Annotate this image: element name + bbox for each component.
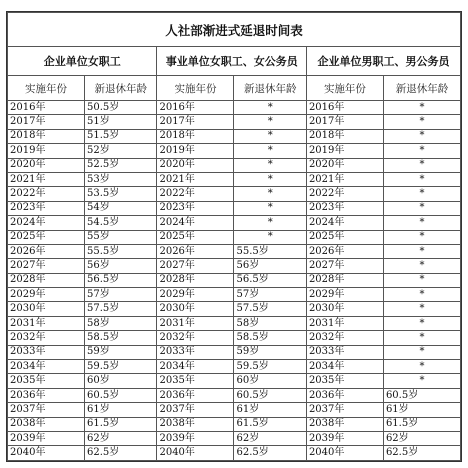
- year-cell: 2033年: [8, 345, 85, 359]
- retirement-age-cell: *: [383, 216, 460, 230]
- retirement-age-cell: *: [383, 172, 460, 186]
- group-header-public-female: 事业单位女职工、女公务员: [157, 47, 306, 76]
- retirement-age-cell: 61.5岁: [85, 417, 157, 431]
- retirement-age-cell: *: [383, 101, 460, 115]
- retirement-age-cell: 56.5岁: [85, 273, 157, 287]
- year-cell: 2027年: [8, 259, 85, 273]
- table-row: [8, 216, 461, 230]
- year-cell: 2026年: [8, 244, 85, 258]
- year-cell: 2036年: [8, 388, 85, 402]
- retirement-age-cell: 57.5岁: [85, 302, 157, 316]
- year-cell: 2020年: [157, 158, 234, 172]
- retirement-age-cell: *: [383, 144, 460, 158]
- table-body: [8, 101, 461, 461]
- year-cell: 2032年: [306, 331, 383, 345]
- retirement-age-cell: *: [383, 331, 460, 345]
- retirement-age-cell: 59岁: [234, 345, 306, 359]
- retirement-age-cell: 61.5岁: [383, 417, 460, 431]
- retirement-age-cell: 52岁: [85, 144, 157, 158]
- retirement-age-cell: 56岁: [85, 259, 157, 273]
- year-cell: 2035年: [157, 374, 234, 388]
- table-row: [8, 201, 461, 215]
- year-cell: 2033年: [306, 345, 383, 359]
- table-row: [8, 101, 461, 115]
- column-header-year: 实施年份: [306, 76, 383, 101]
- year-cell: 2040年: [8, 446, 85, 461]
- column-header-age: 新退休年龄: [383, 76, 460, 101]
- year-cell: 2035年: [8, 374, 85, 388]
- table-row: [8, 388, 461, 402]
- year-cell: 2034年: [306, 360, 383, 374]
- retirement-age-cell: 52.5岁: [85, 158, 157, 172]
- year-cell: 2016年: [157, 101, 234, 115]
- retirement-age-cell: *: [383, 115, 460, 129]
- year-cell: 2022年: [306, 187, 383, 201]
- retirement-age-cell: *: [383, 345, 460, 359]
- year-cell: 2032年: [157, 331, 234, 345]
- retirement-age-cell: *: [234, 187, 306, 201]
- year-cell: 2017年: [306, 115, 383, 129]
- year-cell: 2023年: [306, 201, 383, 215]
- retirement-age-cell: 54.5岁: [85, 216, 157, 230]
- year-cell: 2039年: [157, 431, 234, 445]
- table-row: [8, 244, 461, 258]
- retirement-age-cell: *: [234, 158, 306, 172]
- retirement-age-cell: 51岁: [85, 115, 157, 129]
- group-header-enterprise-female: 企业单位女职工: [8, 47, 157, 76]
- table-row: [8, 431, 461, 445]
- table-row: [8, 360, 461, 374]
- year-cell: 2039年: [306, 431, 383, 445]
- retirement-age-cell: 61.5岁: [234, 417, 306, 431]
- year-cell: 2031年: [306, 316, 383, 330]
- year-cell: 2022年: [8, 187, 85, 201]
- table-row: [8, 172, 461, 186]
- retirement-age-cell: 62.5岁: [234, 446, 306, 461]
- year-cell: 2036年: [157, 388, 234, 402]
- year-cell: 2030年: [157, 302, 234, 316]
- retirement-age-cell: 55.5岁: [85, 244, 157, 258]
- year-cell: 2027年: [157, 259, 234, 273]
- year-cell: 2017年: [157, 115, 234, 129]
- table-row: [8, 129, 461, 143]
- retirement-age-cell: *: [234, 216, 306, 230]
- retirement-age-cell: 60.5岁: [383, 388, 460, 402]
- retirement-age-cell: 61岁: [85, 403, 157, 417]
- year-cell: 2031年: [8, 316, 85, 330]
- column-header-year: 实施年份: [157, 76, 234, 101]
- table-row: [8, 230, 461, 244]
- retirement-age-cell: *: [383, 187, 460, 201]
- retirement-age-cell: *: [234, 115, 306, 129]
- year-cell: 2036年: [306, 388, 383, 402]
- year-cell: 2022年: [157, 187, 234, 201]
- year-cell: 2019年: [306, 144, 383, 158]
- table-row: [8, 446, 461, 461]
- table-row: [8, 302, 461, 316]
- year-cell: 2019年: [157, 144, 234, 158]
- retirement-schedule-table: [7, 12, 461, 461]
- year-cell: 2021年: [306, 172, 383, 186]
- year-cell: 2037年: [8, 403, 85, 417]
- retirement-age-cell: *: [383, 230, 460, 244]
- retirement-age-cell: 61岁: [234, 403, 306, 417]
- year-cell: 2016年: [306, 101, 383, 115]
- retirement-age-cell: 53岁: [85, 172, 157, 186]
- retirement-age-cell: *: [234, 201, 306, 215]
- table-title: 人社部渐进式延退时间表: [8, 13, 461, 47]
- retirement-table-page: [6, 11, 462, 462]
- retirement-age-cell: *: [234, 101, 306, 115]
- retirement-age-cell: 58.5岁: [234, 331, 306, 345]
- retirement-age-cell: *: [234, 144, 306, 158]
- retirement-age-cell: 62岁: [234, 431, 306, 445]
- table-row: [8, 259, 461, 273]
- retirement-age-cell: 62.5岁: [85, 446, 157, 461]
- retirement-age-cell: *: [234, 172, 306, 186]
- year-cell: 2040年: [306, 446, 383, 461]
- retirement-age-cell: 61岁: [383, 403, 460, 417]
- retirement-age-cell: 59.5岁: [234, 360, 306, 374]
- retirement-age-cell: 60岁: [85, 374, 157, 388]
- retirement-age-cell: 59.5岁: [85, 360, 157, 374]
- retirement-age-cell: 54岁: [85, 201, 157, 215]
- retirement-age-cell: 56岁: [234, 259, 306, 273]
- year-cell: 2018年: [306, 129, 383, 143]
- retirement-age-cell: *: [383, 158, 460, 172]
- year-cell: 2038年: [8, 417, 85, 431]
- retirement-age-cell: 60.5岁: [85, 388, 157, 402]
- retirement-age-cell: 55.5岁: [234, 244, 306, 258]
- year-cell: 2028年: [306, 273, 383, 287]
- year-cell: 2040年: [157, 446, 234, 461]
- year-cell: 2038年: [306, 417, 383, 431]
- retirement-age-cell: 57岁: [234, 288, 306, 302]
- year-cell: 2028年: [8, 273, 85, 287]
- year-cell: 2024年: [157, 216, 234, 230]
- table-row: [8, 417, 461, 431]
- year-cell: 2024年: [8, 216, 85, 230]
- retirement-age-cell: 62.5岁: [383, 446, 460, 461]
- table-row: [8, 273, 461, 287]
- retirement-age-cell: 50.5岁: [85, 101, 157, 115]
- year-cell: 2030年: [306, 302, 383, 316]
- year-cell: 2024年: [306, 216, 383, 230]
- retirement-age-cell: 56.5岁: [234, 273, 306, 287]
- retirement-age-cell: *: [383, 302, 460, 316]
- year-cell: 2018年: [157, 129, 234, 143]
- retirement-age-cell: 57岁: [85, 288, 157, 302]
- retirement-age-cell: 58.5岁: [85, 331, 157, 345]
- year-cell: 2030年: [8, 302, 85, 316]
- year-cell: 2020年: [306, 158, 383, 172]
- retirement-age-cell: *: [383, 316, 460, 330]
- year-cell: 2034年: [157, 360, 234, 374]
- year-cell: 2016年: [8, 101, 85, 115]
- retirement-age-cell: 55岁: [85, 230, 157, 244]
- retirement-age-cell: *: [383, 360, 460, 374]
- retirement-age-cell: *: [383, 259, 460, 273]
- year-cell: 2029年: [8, 288, 85, 302]
- year-cell: 2018年: [8, 129, 85, 143]
- retirement-age-cell: 51.5岁: [85, 129, 157, 143]
- year-cell: 2023年: [8, 201, 85, 215]
- retirement-age-cell: 62岁: [85, 431, 157, 445]
- retirement-age-cell: 60.5岁: [234, 388, 306, 402]
- year-cell: 2019年: [8, 144, 85, 158]
- retirement-age-cell: 60岁: [234, 374, 306, 388]
- table-row: [8, 331, 461, 345]
- column-header-age: 新退休年龄: [234, 76, 306, 101]
- retirement-age-cell: 62岁: [383, 431, 460, 445]
- year-cell: 2026年: [157, 244, 234, 258]
- table-row: [8, 345, 461, 359]
- retirement-age-cell: *: [383, 273, 460, 287]
- table-row: [8, 144, 461, 158]
- year-cell: 2025年: [157, 230, 234, 244]
- retirement-age-cell: 59岁: [85, 345, 157, 359]
- table-row: [8, 316, 461, 330]
- year-cell: 2020年: [8, 158, 85, 172]
- retirement-age-cell: *: [383, 244, 460, 258]
- table-row: [8, 288, 461, 302]
- year-cell: 2037年: [157, 403, 234, 417]
- year-cell: 2025年: [306, 230, 383, 244]
- year-cell: 2026年: [306, 244, 383, 258]
- retirement-age-cell: *: [234, 129, 306, 143]
- year-cell: 2035年: [306, 374, 383, 388]
- retirement-age-cell: *: [234, 230, 306, 244]
- year-cell: 2039年: [8, 431, 85, 445]
- column-header-year: 实施年份: [8, 76, 85, 101]
- retirement-age-cell: 58岁: [85, 316, 157, 330]
- table-row: [8, 403, 461, 417]
- retirement-age-cell: 53.5岁: [85, 187, 157, 201]
- table-row: [8, 115, 461, 129]
- year-cell: 2031年: [157, 316, 234, 330]
- year-cell: 2025年: [8, 230, 85, 244]
- year-cell: 2029年: [306, 288, 383, 302]
- group-header-male: 企业单位男职工、男公务员: [306, 47, 460, 76]
- year-cell: 2023年: [157, 201, 234, 215]
- column-header-age: 新退休年龄: [85, 76, 157, 101]
- year-cell: 2033年: [157, 345, 234, 359]
- year-cell: 2028年: [157, 273, 234, 287]
- table-row: [8, 158, 461, 172]
- year-cell: 2034年: [8, 360, 85, 374]
- year-cell: 2021年: [8, 172, 85, 186]
- retirement-age-cell: *: [383, 129, 460, 143]
- table-row: [8, 374, 461, 388]
- year-cell: 2027年: [306, 259, 383, 273]
- year-cell: 2032年: [8, 331, 85, 345]
- year-cell: 2017年: [8, 115, 85, 129]
- retirement-age-cell: *: [383, 374, 460, 388]
- year-cell: 2038年: [157, 417, 234, 431]
- year-cell: 2021年: [157, 172, 234, 186]
- retirement-age-cell: *: [383, 201, 460, 215]
- year-cell: 2029年: [157, 288, 234, 302]
- retirement-age-cell: 57.5岁: [234, 302, 306, 316]
- table-row: [8, 187, 461, 201]
- year-cell: 2037年: [306, 403, 383, 417]
- retirement-age-cell: 58岁: [234, 316, 306, 330]
- retirement-age-cell: *: [383, 288, 460, 302]
